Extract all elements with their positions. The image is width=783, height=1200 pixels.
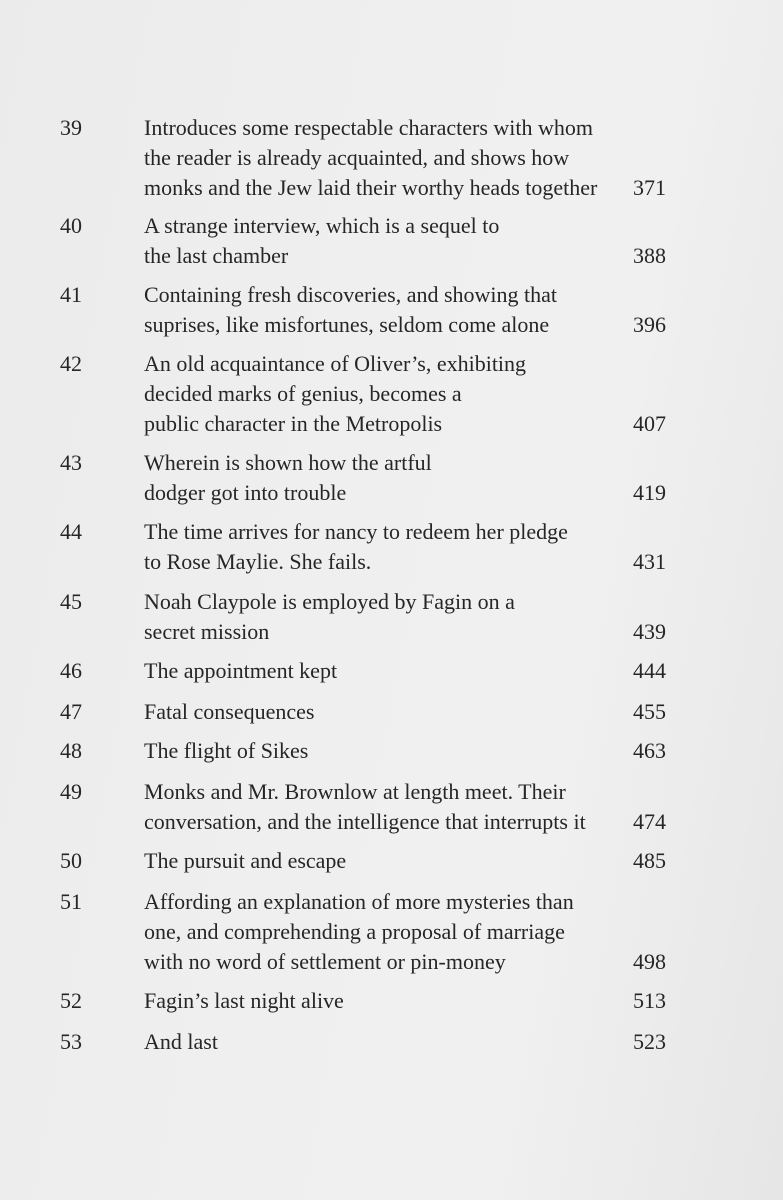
page-number: 474 — [633, 809, 666, 834]
chapter-title-line: The flight of Sikes — [144, 738, 309, 763]
chapter-title-line: The time arrives for nancy to redeem her pledge — [144, 519, 568, 544]
chapter-title-line: A strange interview, which is a sequel to — [144, 213, 500, 238]
chapter-title-line: Wherein is shown how the artful — [144, 450, 432, 475]
page-number: 463 — [633, 738, 666, 763]
chapter-title-line: And last — [144, 1029, 218, 1054]
page-number: 419 — [633, 480, 666, 505]
chapter-title — [144, 846, 624, 876]
page-number: 431 — [633, 549, 666, 574]
chapter-title-line: public character in the Metropolis — [144, 411, 443, 436]
chapter-title — [144, 777, 624, 837]
chapter-number: 43 — [60, 450, 82, 475]
chapter-title-line: secret mission — [144, 619, 270, 644]
chapter-title-line: The pursuit and escape — [144, 848, 347, 873]
chapter-number: 45 — [60, 589, 82, 614]
page-number: 523 — [633, 1029, 666, 1054]
page-number: 371 — [633, 175, 666, 200]
chapter-title-line: Affording an explanation of more mysteries than — [144, 889, 574, 914]
chapter-title — [144, 986, 624, 1016]
chapter-number: 44 — [60, 519, 82, 544]
chapter-title-line: Noah Claypole is employed by Fagin on a — [144, 589, 515, 614]
chapter-title-line: with no word of settlement or pin-money — [144, 949, 506, 974]
chapter-title-line: Introduces some respectable characters with whom — [144, 115, 593, 140]
page-number: 513 — [633, 988, 666, 1013]
page-number: 396 — [633, 312, 666, 337]
page-number: 455 — [633, 699, 666, 724]
chapter-title — [144, 1027, 624, 1057]
chapter-title — [144, 113, 624, 203]
page-number: 388 — [633, 243, 666, 268]
chapter-title-line: Containing fresh discoveries, and showing that — [144, 282, 558, 307]
chapter-title-line: one, and comprehending a proposal of marriage — [144, 919, 565, 944]
chapter-title — [144, 211, 624, 271]
chapter-number: 39 — [60, 115, 82, 140]
page-number: 498 — [633, 949, 666, 974]
chapter-title — [144, 697, 624, 727]
chapter-title — [144, 280, 624, 340]
chapter-title — [144, 517, 624, 577]
chapter-number: 53 — [60, 1029, 82, 1054]
chapter-title-line: The appointment kept — [144, 658, 338, 683]
chapter-title-line: Fagin’s last night alive — [144, 988, 344, 1013]
chapter-title-line: suprises, like misfortunes, seldom come alone — [144, 312, 550, 337]
chapter-number: 47 — [60, 699, 82, 724]
chapter-title — [144, 349, 624, 439]
chapter-number: 49 — [60, 779, 82, 804]
chapter-title-line: conversation, and the intelligence that interrupts it — [144, 809, 586, 834]
chapter-title — [144, 656, 624, 686]
chapter-title — [144, 736, 624, 766]
chapter-number: 41 — [60, 282, 82, 307]
chapter-title — [144, 448, 624, 508]
chapter-title-line: the reader is already acquainted, and shows how — [144, 145, 570, 170]
chapter-number: 42 — [60, 351, 82, 376]
chapter-title — [144, 587, 624, 647]
chapter-title-line: An old acquaintance of Oliver’s, exhibiting — [144, 351, 527, 376]
chapter-title-line: Fatal consequences — [144, 699, 315, 724]
chapter-number: 52 — [60, 988, 82, 1013]
chapter-title-line: decided marks of genius, becomes a — [144, 381, 462, 406]
chapter-number: 48 — [60, 738, 82, 763]
page-number: 444 — [633, 658, 666, 683]
chapter-title-line: Monks and Mr. Brownlow at length meet. Their — [144, 779, 566, 804]
chapter-title-line: monks and the Jew laid their worthy heads together — [144, 175, 598, 200]
chapter-title-line: dodger got into trouble — [144, 480, 347, 505]
chapter-title-line: the last chamber — [144, 243, 289, 268]
page-number: 439 — [633, 619, 666, 644]
chapter-number: 46 — [60, 658, 82, 683]
chapter-number: 51 — [60, 889, 82, 914]
chapter-title-line: to Rose Maylie. She fails. — [144, 549, 372, 574]
page-number: 485 — [633, 848, 666, 873]
chapter-title — [144, 887, 624, 977]
chapter-number: 50 — [60, 848, 82, 873]
chapter-number: 40 — [60, 213, 82, 238]
page-number: 407 — [633, 411, 666, 436]
